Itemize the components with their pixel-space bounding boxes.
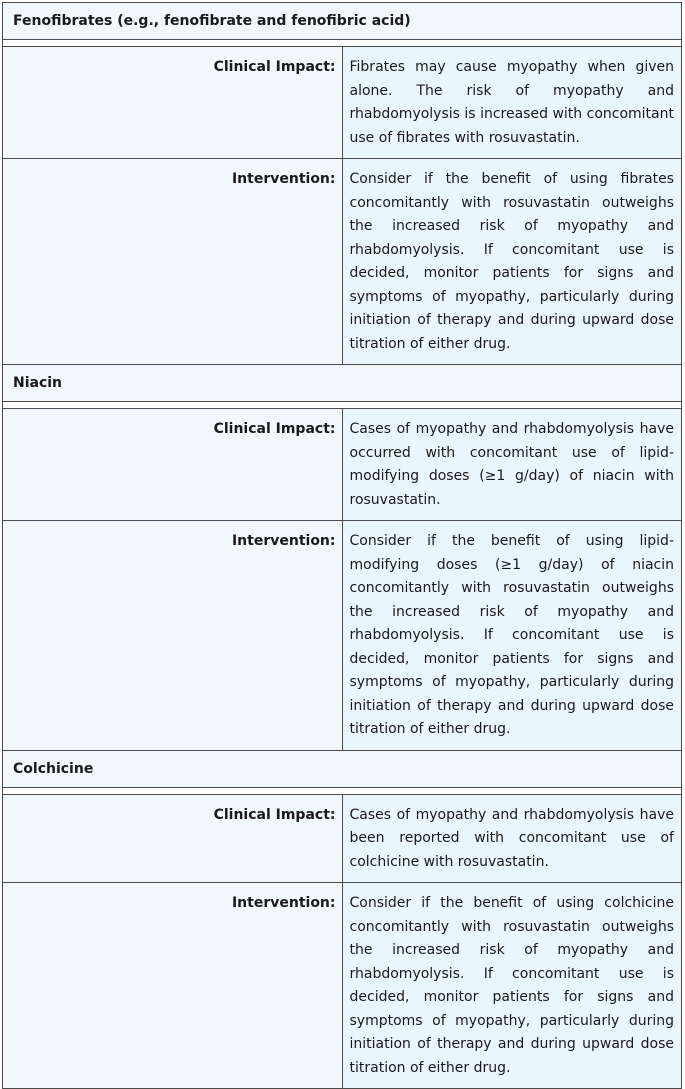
intervention-text: Consider if the benefit of using lipid-modifying doses (≥1 g/day) of niacin concomitantly with rosuvastatin outweighs the increased risk of myopathy and rhabdomyolysis. If concomitant use is decided, monitor patients for signs and symptoms of myopathy, particularly during initiation of therapy and during upward dose titration of either drug. bbox=[342, 521, 682, 751]
section-title-fenofibrates: Fenofibrates (e.g., fenofibrate and fenofibric acid) bbox=[3, 3, 682, 40]
clinical-impact-row bbox=[3, 794, 682, 883]
intervention-text: Consider if the benefit of using fibrates concomitantly with rosuvastatin outweighs the increased risk of myopathy and rhabdomyolysis. If concomitant use is decided, monitor patients for signs and symptoms of myopathy, particularly during initiation of therapy and during upward dose titration of either drug. bbox=[342, 159, 682, 365]
section-title-colchicine: Colchicine bbox=[3, 750, 682, 787]
clinical-impact-row bbox=[3, 409, 682, 521]
intervention-row bbox=[3, 521, 682, 751]
intervention-label: Intervention: bbox=[3, 521, 343, 751]
clinical-impact-text: Cases of myopathy and rhabdomyolysis have been reported with concomitant use of colchicine with rosuvastatin. bbox=[342, 794, 682, 883]
section-header-row bbox=[3, 365, 682, 402]
section-title-niacin: Niacin bbox=[3, 365, 682, 402]
intervention-row bbox=[3, 883, 682, 1089]
spacer-row bbox=[3, 787, 682, 794]
section-header-row bbox=[3, 3, 682, 40]
drug-interaction-table bbox=[2, 2, 682, 1089]
section-header-row bbox=[3, 750, 682, 787]
intervention-label: Intervention: bbox=[3, 159, 343, 365]
drug-interaction-document bbox=[2, 2, 682, 1089]
intervention-label: Intervention: bbox=[3, 883, 343, 1089]
intervention-row bbox=[3, 159, 682, 365]
clinical-impact-text: Fibrates may cause myopathy when given alone. The risk of myopathy and rhabdomyolysis is increased with concomitant use of fibrates with rosuvastatin. bbox=[342, 47, 682, 159]
clinical-impact-row bbox=[3, 47, 682, 159]
clinical-impact-text: Cases of myopathy and rhabdomyolysis have occurred with concomitant use of lipid-modifying doses (≥1 g/day) of niacin with rosuvastatin. bbox=[342, 409, 682, 521]
clinical-impact-label: Clinical Impact: bbox=[3, 794, 343, 883]
spacer-row bbox=[3, 402, 682, 409]
clinical-impact-label: Clinical Impact: bbox=[3, 409, 343, 521]
spacer-row bbox=[3, 40, 682, 47]
clinical-impact-label: Clinical Impact: bbox=[3, 47, 343, 159]
intervention-text: Consider if the benefit of using colchicine concomitantly with rosuvastatin outweighs the increased risk of myopathy and rhabdomyolysis. If concomitant use is decided, monitor patients for signs and symptoms of myopathy, particularly during initiation of therapy and during upward dose titration of either drug. bbox=[342, 883, 682, 1089]
